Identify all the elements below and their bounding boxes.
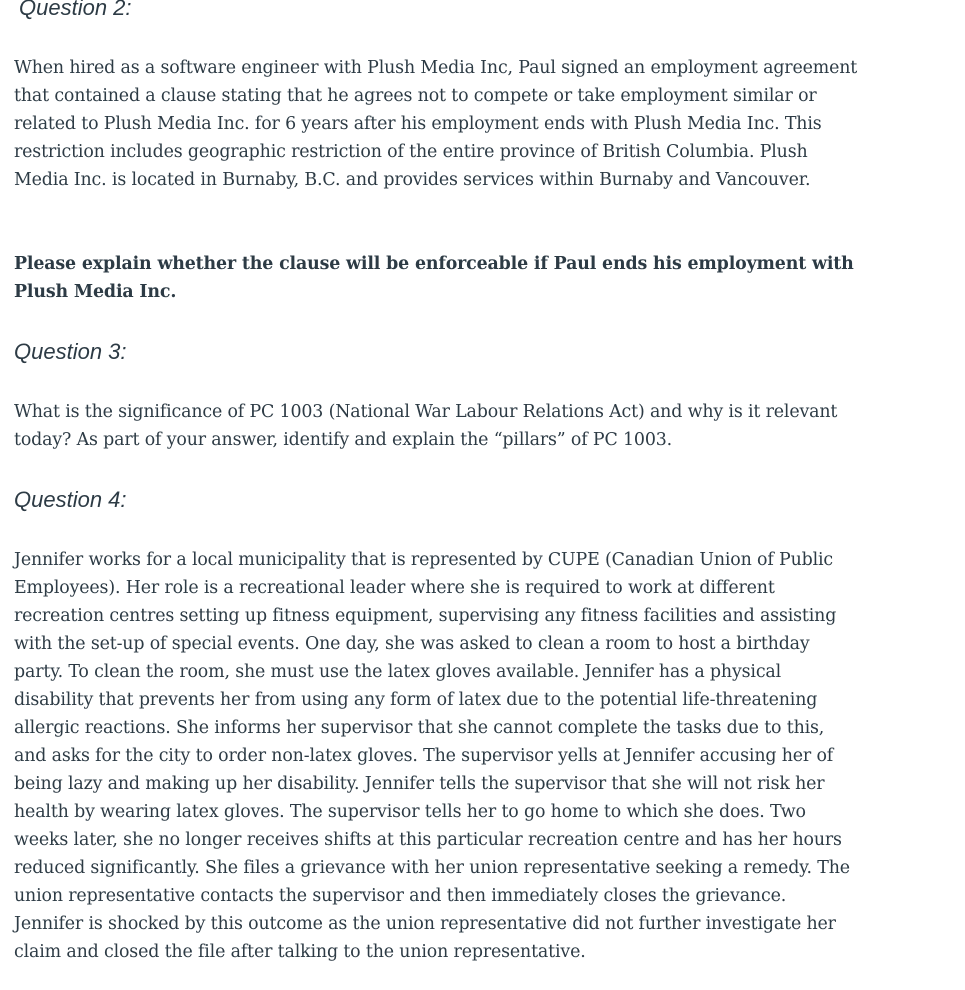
question-4-body: Jennifer works for a local municipality that is represented by CUPE (Canadian Union of Public Employees). Her role is a recreational leader where she is required to work at different recreation centres setting up fitness equipment, supervising any fitness facilities and assisting with the set-up of special events. One day, she was asked to clean a room to host a birthday party. To clean the room, she must use the latex gloves available. Jennifer has a physical disability that prevents her from using any form of latex due to the potential life-threatening allergic reactions. She informs her supervisor that she cannot complete the tasks due to this, and asks for the city to order non-latex gloves. The supervisor yells at Jennifer accusing her of being lazy and making up her disability. Jennifer tells the supervisor that she will not risk her health by wearing latex gloves. The supervisor tells her to go home to which she does. Two weeks later, she no longer receives shifts at this particular recreation centre and has her hours reduced significantly. She files a grievance with her union representative seeking a remedy. The union representative contacts the supervisor and then immediately closes the grievance. Jennifer is shocked by this outcome as the union representative did not further investigate her claim and closed the file after talking to the union representative. bbox=[14, 550, 850, 962]
question-3-body: What is the significance of PC 1003 (National War Labour Relations Act) and why is it relevant today? As part of your answer, identify and explain the “pillars” of PC 1003. bbox=[14, 402, 838, 450]
question-2-body: When hired as a software engineer with Plush Media Inc, Paul signed an employment agreement that contained a clause stating that he agrees not to compete or take employment similar or related to Plush Media Inc. for 6 years after his employment ends with Plush Media Inc. This restriction includes geographic restriction of the entire province of British Columbia. Plush Media Inc. is located in Burnaby, B.C. and provides services within Burnaby and Vancouver. bbox=[14, 58, 858, 190]
question-4-heading: Question 4: bbox=[14, 487, 127, 512]
question-2-prompt: Please explain whether the clause will be enforceable if Paul ends his employment with Plush Media Inc. bbox=[14, 254, 854, 302]
question-3-heading: Question 3: bbox=[14, 339, 127, 364]
question-2-heading: Question 2: bbox=[19, 0, 132, 20]
